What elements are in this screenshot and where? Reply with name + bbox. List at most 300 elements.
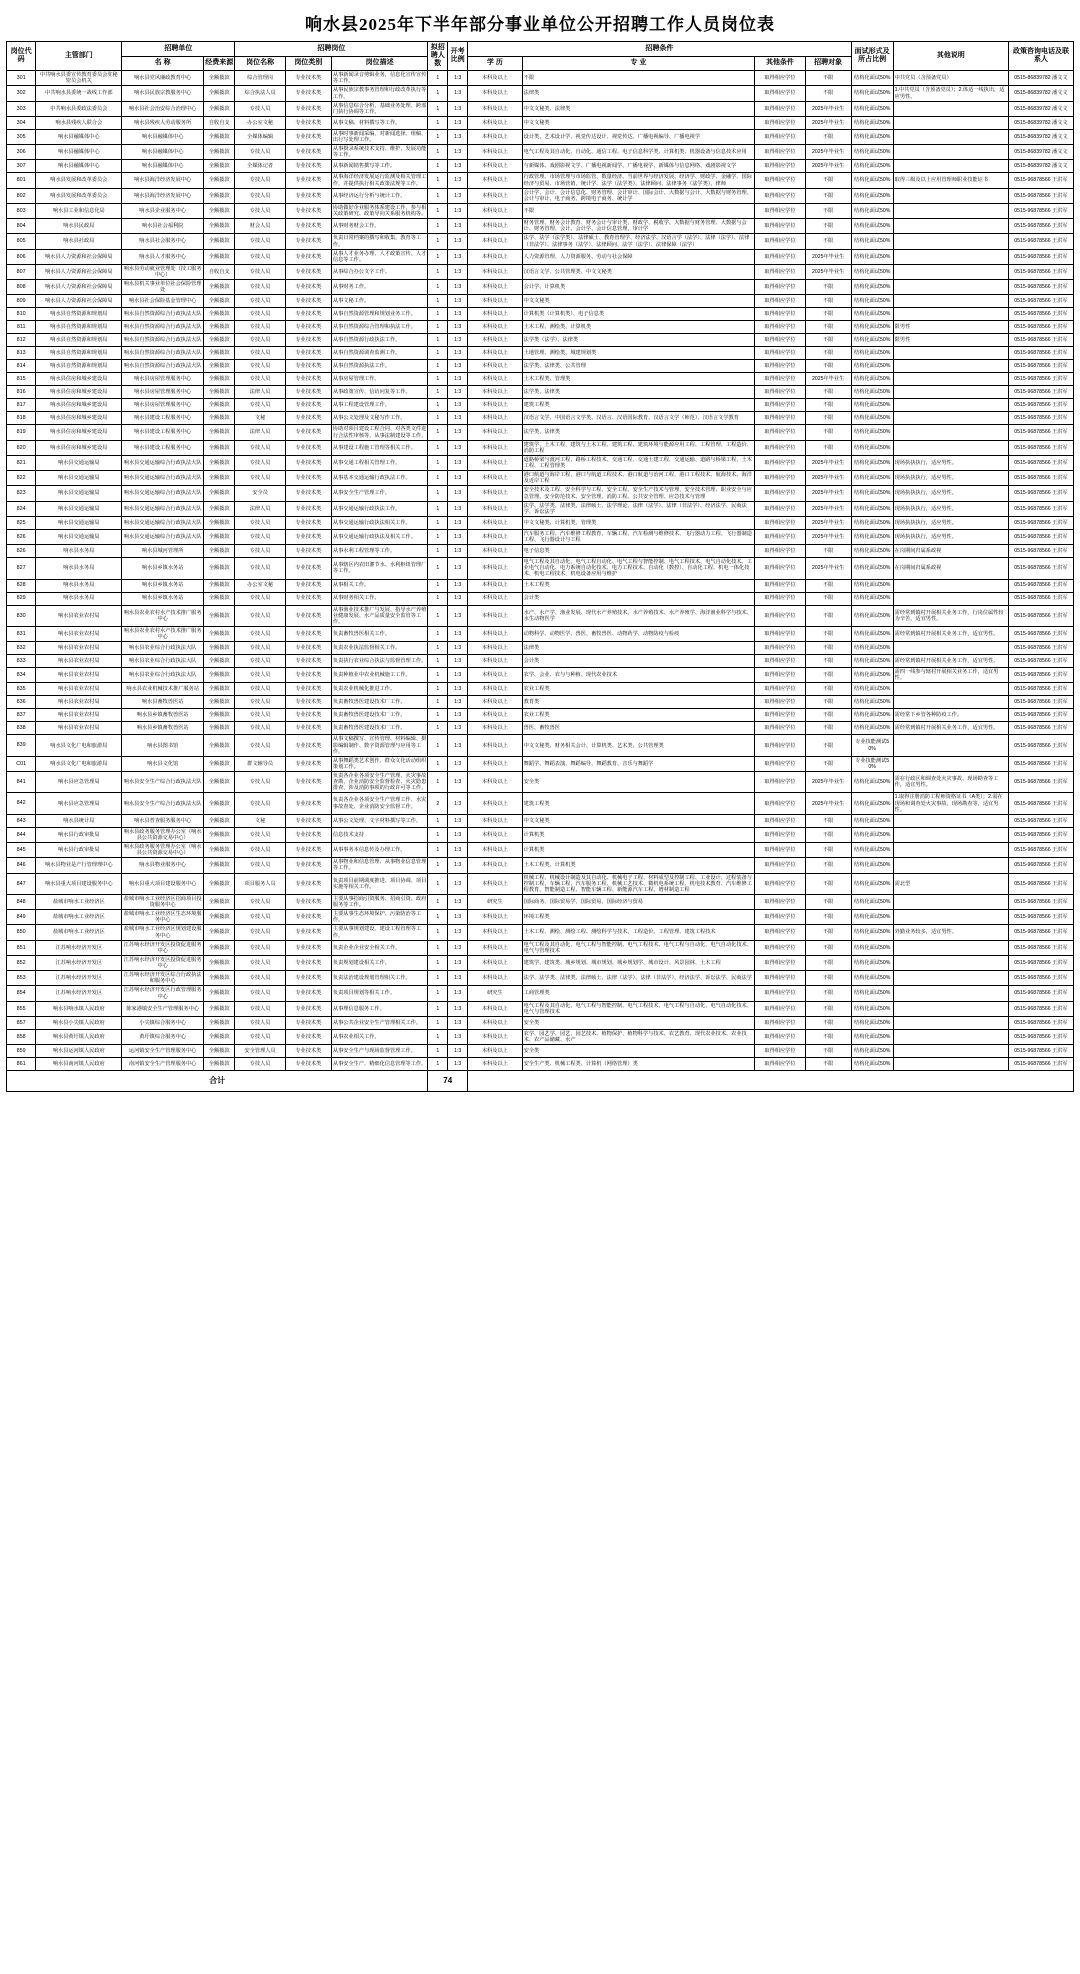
cell-contact: 0515-96878566 王洪军 xyxy=(1008,709,1073,722)
cell-remark xyxy=(893,145,1008,160)
cell-plan: 1 xyxy=(428,412,448,425)
cell-dept: 江苏响水经济开发区 xyxy=(36,940,122,955)
th-remark: 其他说明 xyxy=(893,42,1008,71)
table-row xyxy=(7,308,1074,321)
cell-ratio: 1:3 xyxy=(448,1016,468,1029)
table-row xyxy=(7,709,1074,722)
cell-fund: 全额拨款 xyxy=(204,696,235,709)
cell-interview: 专业技能测试50% xyxy=(851,735,893,756)
cell-interview: 结构化面试50% xyxy=(851,116,893,129)
cell-remark xyxy=(893,814,1008,827)
cell-post: 专技人员 xyxy=(235,529,285,544)
cell-fund: 自收自支 xyxy=(204,264,235,279)
cell-code: 811 xyxy=(7,321,36,334)
cell-interview: 结构化面试50% xyxy=(851,160,893,173)
table-row xyxy=(7,145,1074,160)
cell-type: 专业技术类 xyxy=(285,668,331,683)
cell-post: 法律人员 xyxy=(235,425,285,440)
cell-unit: 响水县普查服务服务中心 xyxy=(122,814,204,827)
cell-plan: 1 xyxy=(428,1058,448,1071)
cell-unit: 响水县畜牧兽医站 xyxy=(122,696,204,709)
cell-remark xyxy=(893,203,1008,218)
cell-desc: 从事相关工作。 xyxy=(331,579,427,592)
cell-dept: 响水县黄圩镇人民政府 xyxy=(36,1029,122,1044)
cell-other: 取得相应学位 xyxy=(755,101,805,116)
cell-contact: 0515-96878566 王洪军 xyxy=(1008,440,1073,455)
cell-edu: 本科及以上 xyxy=(468,722,523,735)
cell-fund: 全额拨款 xyxy=(204,1016,235,1029)
cell-dept: 响水县发展和改革委员会 xyxy=(36,173,122,188)
cell-unit: 响水县自然资源综合行政执法大队 xyxy=(122,347,204,360)
cell-remark: 现场执执执行，适应男性。 xyxy=(893,529,1008,544)
cell-unit: 响水县物业服务中心 xyxy=(122,858,204,873)
cell-contact: 0515-96878566 王洪军 xyxy=(1008,501,1073,516)
cell-type: 专业技术类 xyxy=(285,592,331,605)
cell-edu: 本科及以上 xyxy=(468,373,523,386)
cell-unit: 响水县建设工程服务中心 xyxy=(122,425,204,440)
cell-edu: 研究生 xyxy=(468,986,523,1001)
cell-interview: 结构化面试50% xyxy=(851,308,893,321)
cell-other: 取得相应学位 xyxy=(755,756,805,771)
cell-unit: 响水县交通运输综合行政执法大队 xyxy=(122,455,204,470)
cell-contact: 0515-86839782 潘文文 xyxy=(1008,129,1073,144)
cell-fund: 全额拨款 xyxy=(204,360,235,373)
table-row xyxy=(7,71,1074,86)
table-row xyxy=(7,735,1074,756)
cell-remark xyxy=(893,827,1008,842)
cell-post: 专技人员 xyxy=(235,925,285,940)
cell-other: 取得相应学位 xyxy=(755,145,805,160)
cell-other: 取得相应学位 xyxy=(755,440,805,455)
table-row xyxy=(7,116,1074,129)
cell-plan: 1 xyxy=(428,655,448,668)
cell-code: 828 xyxy=(7,579,36,592)
cell-target: 不限 xyxy=(805,203,851,218)
cell-desc: 从事公共企业安全生产管理相关工作。 xyxy=(331,1016,427,1029)
cell-ratio: 1:3 xyxy=(448,1058,468,1071)
cell-fund: 全额拨款 xyxy=(204,101,235,116)
cell-contact: 0515-96878566 王洪军 xyxy=(1008,955,1073,970)
cell-interview: 结构化面试50% xyxy=(851,955,893,970)
cell-ratio: 1:3 xyxy=(448,642,468,655)
cell-code: 812 xyxy=(7,334,36,347)
cell-dept: 响水县统计局 xyxy=(36,814,122,827)
cell-edu: 本科及以上 xyxy=(468,696,523,709)
cell-ratio: 1:3 xyxy=(448,129,468,144)
cell-code: 304 xyxy=(7,116,36,129)
cell-type: 专业技术类 xyxy=(285,412,331,425)
cell-target: 不限 xyxy=(805,986,851,1001)
cell-post: 专技人员 xyxy=(235,722,285,735)
cell-target: 不限 xyxy=(805,925,851,940)
cell-code: 825 xyxy=(7,516,36,529)
cell-major: 不限 xyxy=(522,71,755,86)
cell-dept: 响水县农业农村局 xyxy=(36,626,122,641)
cell-ratio: 1:3 xyxy=(448,735,468,756)
cell-ratio: 1:3 xyxy=(448,145,468,160)
cell-remark xyxy=(893,219,1008,234)
cell-edu: 本科及以上 xyxy=(468,592,523,605)
cell-plan: 1 xyxy=(428,321,448,334)
cell-desc: 负责畜牧兽医相关工作。 xyxy=(331,626,427,641)
cell-other: 取得相应学位 xyxy=(755,71,805,86)
table-row xyxy=(7,558,1074,579)
cell-desc: 从事安全生产、精细化信息管理等工作。 xyxy=(331,1058,427,1071)
cell-major: 安全技术及工程、安全科学与工程、安全工程、安全生产技术与管理、安全技术管理、职业安全与应急管理、安全防范技术、安全管理、消防工程、公共安全管理、应急技术与管理 xyxy=(522,486,755,501)
cell-desc: 协助做好企业服务体系建设工作，参与相关政策研究、政策导向关系服务机构等。 xyxy=(332,204,427,218)
cell-desc: 负责畜牧兽医建设技术厂工作。 xyxy=(331,722,427,735)
cell-remark xyxy=(893,955,1008,970)
cell-fund: 全额拨款 xyxy=(204,772,235,793)
cell-code: 829 xyxy=(7,592,36,605)
cell-type: 专业技术类 xyxy=(285,71,331,86)
cell-dept: 盐城市响水工业经济区 xyxy=(36,910,122,925)
cell-type: 专业技术类 xyxy=(285,425,331,440)
cell-other: 取得相应学位 xyxy=(755,722,805,735)
cell-interview: 结构化面试50% xyxy=(851,709,893,722)
cell-contact: 0515-96878566 王洪军 xyxy=(1008,360,1073,373)
cell-type: 专业技术类 xyxy=(285,827,331,842)
cell-edu: 本科及以上 xyxy=(468,116,523,129)
cell-major: 法学类、法律类、公共管理 xyxy=(522,360,755,373)
cell-target: 不限 xyxy=(805,894,851,909)
cell-type: 专业技术类 xyxy=(285,386,331,399)
cell-remark xyxy=(893,986,1008,1001)
table-row xyxy=(7,280,1074,295)
cell-plan: 1 xyxy=(428,373,448,386)
th-major: 专 业 xyxy=(522,56,755,71)
cell-major: 水产、水产学、渔业发展、现代水产养殖技术、水产养殖技术、水产养殖学、海洋渔业科学与技术、水生动物医学 xyxy=(522,605,755,626)
cell-contact: 0515-96878566 王洪军 xyxy=(1008,334,1073,347)
cell-unit: 南河镇安全生产管理服务中心 xyxy=(122,1058,204,1071)
cell-ratio: 1:3 xyxy=(448,814,468,827)
cell-contact: 0515-96878566 王洪军 xyxy=(1008,722,1073,735)
cell-post: 专技人员 xyxy=(235,1029,285,1044)
cell-other: 取得相应学位 xyxy=(755,160,805,173)
cell-fund: 全额拨款 xyxy=(204,668,235,683)
cell-interview: 结构化面试50% xyxy=(851,516,893,529)
cell-contact: 0515-96878566 王洪军 xyxy=(1008,605,1073,626)
cell-post: 专技人员 xyxy=(235,203,285,218)
cell-remark xyxy=(893,696,1008,709)
cell-desc: 负责企业企业安全相关工作。 xyxy=(331,940,427,955)
cell-interview: 结构化面试50% xyxy=(851,455,893,470)
cell-contact: 0515-96878566 王洪军 xyxy=(1008,516,1073,529)
cell-ratio: 1:3 xyxy=(448,360,468,373)
cell-contact: 0515-96878566 王洪军 xyxy=(1008,735,1073,756)
cell-plan: 1 xyxy=(428,347,448,360)
cell-ratio: 1:3 xyxy=(448,793,468,814)
cell-interview: 结构化面试50% xyxy=(851,280,893,295)
table-row xyxy=(7,373,1074,386)
cell-remark xyxy=(893,940,1008,955)
cell-remark xyxy=(893,101,1008,116)
cell-fund: 全额拨款 xyxy=(204,793,235,814)
cell-code: 859 xyxy=(7,1045,36,1058)
cell-major: 会计类 xyxy=(522,655,755,668)
cell-ratio: 1:3 xyxy=(448,455,468,470)
cell-desc: 负责各企业各项安全生产管理、火灾事故查勘、企业消防安全监督检查、火灾隐患排查、涉及消防事项的行政许可等工作。 xyxy=(332,773,427,792)
cell-type: 专业技术类 xyxy=(285,1016,331,1029)
cell-unit: 响水县建设工程服务中心 xyxy=(122,440,204,455)
cell-code: 845 xyxy=(7,843,36,858)
cell-remark: 中共党员（含预备党员） xyxy=(893,71,1008,86)
cell-plan: 1 xyxy=(428,173,448,188)
cell-desc: 主要从事规划建设、建设工程管理等工作。 xyxy=(331,925,427,940)
table-row xyxy=(7,203,1074,218)
cell-other: 取得相应学位 xyxy=(755,486,805,501)
cell-type: 专业技术类 xyxy=(285,264,331,279)
cell-target: 不限 xyxy=(805,1058,851,1071)
cell-fund: 全额拨款 xyxy=(204,455,235,470)
cell-desc: 从事工程建设管理工作。 xyxy=(331,399,427,412)
cell-desc: 从事信息综合分析、基础业务处理、跨部门执行协调等工作。 xyxy=(332,102,427,115)
cell-edu: 本科及以上 xyxy=(468,264,523,279)
cell-other: 取得相应学位 xyxy=(755,501,805,516)
cell-ratio: 1:3 xyxy=(448,334,468,347)
cell-contact: 0515-96878566 王洪军 xyxy=(1008,173,1073,188)
cell-interview: 结构化面试50% xyxy=(851,722,893,735)
cell-target: 不限 xyxy=(805,219,851,234)
cell-target: 不限 xyxy=(805,827,851,842)
cell-unit: 响水县交通运输综合行政执法大队 xyxy=(122,486,204,501)
cell-code: 802 xyxy=(7,188,36,203)
cell-ratio: 1:3 xyxy=(448,1045,468,1058)
cell-remark: 现场执执执行，适应男性。 xyxy=(893,486,1008,501)
table-row xyxy=(7,793,1074,814)
table-row xyxy=(7,814,1074,827)
cell-desc: 从事公文处理及文秘写作工作。 xyxy=(331,412,427,425)
cell-interview: 结构化面试50% xyxy=(851,386,893,399)
cell-desc: 协助对项目建设工程合同、对各类文件进行合法性审核等，从事法制建设等工作。 xyxy=(332,426,427,439)
cell-major: 舞蹈学、舞蹈表演、舞蹈编导、舞蹈教育、音乐与舞蹈学 xyxy=(522,756,755,771)
th-funding: 经费来源 xyxy=(204,56,235,71)
cell-interview: 结构化面试50% xyxy=(851,173,893,188)
cell-contact: 0515-96878566 王洪军 xyxy=(1008,793,1073,814)
cell-edu: 本科及以上 xyxy=(468,188,523,203)
table-row xyxy=(7,668,1074,683)
cell-desc: 负责各企业各项安全生产管理工作、水灾事故查处、企业消防安全监督工作。 xyxy=(331,793,427,814)
cell-desc: 从事农业相关工作。 xyxy=(331,1029,427,1044)
cell-post: 专技人员 xyxy=(235,1016,285,1029)
cell-code: 858 xyxy=(7,1029,36,1044)
cell-interview: 结构化面试50% xyxy=(851,1016,893,1029)
cell-contact: 0515-86839782 潘文文 xyxy=(1008,101,1073,116)
cell-type: 专业技术类 xyxy=(285,295,331,308)
cell-remark xyxy=(893,373,1008,386)
cell-target: 不限 xyxy=(805,642,851,655)
cell-plan: 1 xyxy=(428,1001,448,1016)
cell-plan: 1 xyxy=(428,295,448,308)
cell-major: 法学、法学类、法律类、法律硕士、法学理论、法律（法学）、法律（非法学）、经济法学、民商法学、诉讼法学 xyxy=(522,501,755,516)
cell-target: 2025年毕业生 xyxy=(805,373,851,386)
cell-plan: 1 xyxy=(428,425,448,440)
cell-ratio: 1:3 xyxy=(448,986,468,1001)
cell-ratio: 1:3 xyxy=(448,486,468,501)
cell-plan: 1 xyxy=(428,264,448,279)
cell-interview: 结构化面试50% xyxy=(851,814,893,827)
cell-post: 专技人员 xyxy=(235,735,285,756)
cell-desc: 负责畜牧兽医建设技术厂工作。 xyxy=(331,696,427,709)
cell-desc: 从事自然资源管理和规划业务工作。 xyxy=(331,308,427,321)
cell-major: 教育类 xyxy=(522,696,755,709)
cell-code: 857 xyxy=(7,1016,36,1029)
cell-ratio: 1:3 xyxy=(448,425,468,440)
cell-plan: 1 xyxy=(428,399,448,412)
cell-fund: 全额拨款 xyxy=(204,1058,235,1071)
cell-unit: 盐城市响水工业经济区招商项目投资服务中心 xyxy=(123,895,202,909)
cell-other: 取得相应学位 xyxy=(755,412,805,425)
cell-type: 专业技术类 xyxy=(285,873,331,894)
cell-post: 专技人员 xyxy=(235,626,285,641)
cell-fund: 全额拨款 xyxy=(204,280,235,295)
cell-type: 专业技术类 xyxy=(285,399,331,412)
table-row xyxy=(7,1001,1074,1016)
cell-ratio: 1:3 xyxy=(448,373,468,386)
th-education: 学 历 xyxy=(468,56,523,71)
cell-code: 305 xyxy=(7,129,36,144)
cell-unit: 响水县建设工程服务中心 xyxy=(122,412,204,425)
cell-remark: 需经常到镇村开展相关业务工作，适宜男性。 xyxy=(893,655,1008,668)
cell-target: 不限 xyxy=(805,412,851,425)
cell-major: 中文文秘类、计算机类、管理类 xyxy=(522,516,755,529)
cell-code: 818 xyxy=(7,412,36,425)
footer-blank xyxy=(468,1071,1074,1092)
cell-post: 全媒体编辑 xyxy=(235,129,285,144)
cell-remark xyxy=(893,894,1008,909)
cell-remark xyxy=(893,264,1008,279)
footer-label: 合计 xyxy=(7,1071,428,1092)
cell-post: 专技人员 xyxy=(235,308,285,321)
cell-major: 土木工程、测绘、测绘工程、测绘科学与技术、工程造价、工程管理、建筑工程技术 xyxy=(522,925,755,940)
cell-fund: 全额拨款 xyxy=(204,971,235,986)
cell-unit: 江苏响水经济开发区投资促进服务中心 xyxy=(123,956,202,970)
cell-type: 专业技术类 xyxy=(285,579,331,592)
cell-remark xyxy=(893,399,1008,412)
cell-desc: 从事物业和信息管理、从事物业信息管理等工作。 xyxy=(332,859,427,872)
cell-type: 专业技术类 xyxy=(285,234,331,249)
cell-edu: 本科及以上 xyxy=(468,772,523,793)
cell-major: 汽车服务工程、汽车维修工程教育、车辆工程、汽车检测与维修技术、飞行器动力工程、飞行器制造工程、飞行器设计与工程 xyxy=(522,529,755,544)
cell-major: 建筑工程类 xyxy=(522,399,755,412)
cell-major: 设计类、艺术设计学、视觉传达设计、视觉传达、广播电视编导、广播电视学 xyxy=(522,129,755,144)
cell-other: 取得相应学位 xyxy=(755,529,805,544)
cell-post: 专技人员 xyxy=(235,605,285,626)
cell-major: 会计学、计算机类 xyxy=(522,280,755,295)
table-row xyxy=(7,696,1074,709)
cell-edu: 本科及以上 xyxy=(468,234,523,249)
cell-unit: 响水县乡镇水务站 xyxy=(122,579,204,592)
cell-other: 取得相应学位 xyxy=(755,955,805,970)
cell-dept: 响水县物业是产行管理理中心 xyxy=(36,858,122,873)
cell-other: 取得相应学位 xyxy=(755,321,805,334)
cell-major: 电气工程及其自动化、电气工程与智能控制、电气工程技术、电气工程与自动化、电气自动化技术、电气与管理技术 xyxy=(522,940,755,955)
cell-other: 取得相应学位 xyxy=(755,295,805,308)
cell-desc: 从事交通运输行政执法工作。 xyxy=(331,501,427,516)
cell-type: 专业技术类 xyxy=(285,772,331,793)
cell-edu: 本科及以上 xyxy=(468,1045,523,1058)
cell-target: 不限 xyxy=(805,321,851,334)
cell-ratio: 1:3 xyxy=(448,709,468,722)
cell-plan: 1 xyxy=(428,696,448,709)
cell-fund: 全额拨款 xyxy=(204,373,235,386)
cell-major: 土木工程类 xyxy=(522,579,755,592)
cell-major: 中文文秘类 xyxy=(522,814,755,827)
cell-dept: 响水县响水镇人民政府 xyxy=(36,1001,122,1016)
cell-target: 不限 xyxy=(805,683,851,696)
cell-other: 取得相应学位 xyxy=(755,971,805,986)
cell-interview: 结构化面试50% xyxy=(851,873,893,894)
cell-interview: 结构化面试50% xyxy=(851,858,893,873)
cell-post: 专技人员 xyxy=(235,145,285,160)
cell-desc: 从事人才业务办理、人才政策宣传、人才信息等工作。 xyxy=(332,250,427,263)
cell-dept: 响水县农业农村局 xyxy=(36,605,122,626)
cell-remark: 需四一线参与辖村开展相关业务工作，适宜男性。 xyxy=(893,668,1008,683)
cell-edu: 本科及以上 xyxy=(468,386,523,399)
cell-edu: 本科及以上 xyxy=(468,86,523,101)
cell-dept: 江苏响水经济开发区 xyxy=(36,971,122,986)
cell-target: 2025年毕业生 xyxy=(805,101,851,116)
cell-other: 取得相应学位 xyxy=(755,1029,805,1044)
cell-target: 不限 xyxy=(805,910,851,925)
cell-fund: 全额拨款 xyxy=(204,579,235,592)
cell-post: 办公室文秘 xyxy=(235,116,285,129)
cell-interview: 结构化面试50% xyxy=(851,501,893,516)
cell-other: 取得相应学位 xyxy=(755,516,805,529)
cell-contact: 0515-96878566 王洪军 xyxy=(1008,321,1073,334)
cell-edu: 本科及以上 xyxy=(468,1029,523,1044)
cell-other: 取得相应学位 xyxy=(755,626,805,641)
cell-major: 工商管理类 xyxy=(522,986,755,1001)
cell-major: 土木工程类、管理类 xyxy=(522,373,755,386)
cell-fund: 全额拨款 xyxy=(204,188,235,203)
cell-plan: 1 xyxy=(428,249,448,264)
cell-major: 汉语言文学、中国语言文学类、汉语言、汉语国际教育、汉语言文学（师范）、汉语言文学教育 xyxy=(522,412,755,425)
cell-code: 839 xyxy=(7,735,36,756)
cell-type: 专业技术类 xyxy=(285,280,331,295)
cell-ratio: 1:3 xyxy=(448,925,468,940)
cell-type: 专业技术类 xyxy=(285,101,331,116)
cell-unit: 响水县农业综合行政执法大队 xyxy=(122,668,204,683)
cell-post: 专技人员 xyxy=(235,360,285,373)
cell-plan: 1 xyxy=(428,814,448,827)
cell-remark xyxy=(893,116,1008,129)
cell-dept: 响水县人力资源和社会保障局 xyxy=(36,280,122,295)
cell-unit: 响水县政务服务管理办公室（响水县公共资源交易中心） xyxy=(123,844,202,857)
cell-plan: 1 xyxy=(428,116,448,129)
cell-target: 2025年毕业生 xyxy=(805,516,851,529)
cell-fund: 全额拨款 xyxy=(204,129,235,144)
cell-post: 专技人员 xyxy=(235,545,285,558)
table-row xyxy=(7,249,1074,264)
cell-code: 850 xyxy=(7,925,36,940)
cell-contact: 0515-96878566 王洪军 xyxy=(1008,425,1073,440)
cell-contact: 0515-96878566 王洪军 xyxy=(1008,579,1073,592)
cell-interview: 结构化面试50% xyxy=(851,696,893,709)
cell-post: 财会人员 xyxy=(235,219,285,234)
cell-interview: 结构化面试50% xyxy=(851,264,893,279)
cell-dept: 响水县住房和城乡建设局 xyxy=(36,440,122,455)
cell-contact: 0515-96878566 王洪军 xyxy=(1008,1058,1073,1071)
cell-contact: 0515-96878566 王洪军 xyxy=(1008,295,1073,308)
cell-other: 取得相应学位 xyxy=(755,735,805,756)
th-dept: 主管部门 xyxy=(36,42,122,71)
cell-plan: 1 xyxy=(428,772,448,793)
cell-post: 专技人员 xyxy=(235,843,285,858)
table-footer xyxy=(7,1071,1074,1092)
th-post-desc: 岗位描述 xyxy=(331,56,427,71)
cell-remark: 现场执执执行，适应男性。 xyxy=(893,516,1008,529)
